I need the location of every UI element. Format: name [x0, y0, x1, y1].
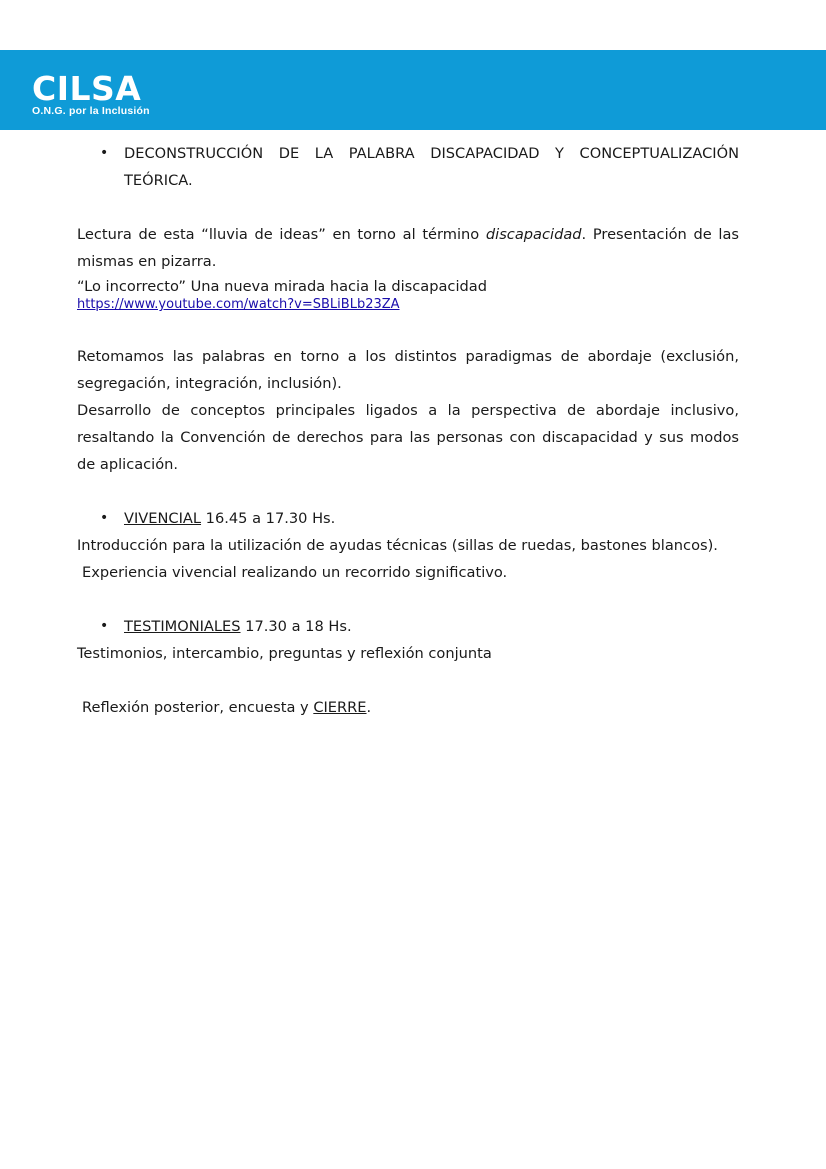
- closing-text-after: .: [366, 699, 372, 716]
- testimoniales-time: 17.30 a 18 Hs.: [240, 618, 352, 635]
- paragraph-ayudas-tecnicas: Introducción para la utilización de ayudas técnicas (sillas de ruedas, bastones blancos).: [77, 537, 718, 554]
- closing-text-before: Reflexión posterior, encuesta y: [82, 699, 314, 716]
- section-heading-deconstruccion: DECONSTRUCCIÓN DE LA PALABRA DISCAPACIDAD Y CONCEPTUALIZACIÓN TEÓRICA.: [124, 145, 739, 189]
- document-body: [77, 140, 739, 721]
- youtube-link[interactable]: https://www.youtube.com/watch?v=SBLiBLb23ZA: [77, 297, 400, 312]
- bullet-section-vivencial: [77, 505, 739, 532]
- bullet-dot-icon: •: [100, 145, 109, 161]
- section-heading-vivencial: [124, 505, 739, 532]
- paragraph-testimonios: Testimonios, intercambio, preguntas y reflexión conjunta: [77, 645, 492, 662]
- cilsa-logo: [32, 69, 150, 117]
- video-title: “Lo incorrecto” Una nueva mirada hacia la discapacidad: [77, 278, 487, 295]
- p1-text-after: . Presentación de las mismas en pizarra.: [77, 226, 739, 270]
- p1-emphasis: discapacidad: [485, 226, 582, 243]
- paragraph-experiencia: Experiencia vivencial realizando un recorrido significativo.: [82, 564, 508, 581]
- testimoniales-label: TESTIMONIALES: [124, 618, 241, 635]
- bullet-dot-icon: •: [100, 510, 109, 526]
- paragraph-cierre: [77, 694, 739, 721]
- paragraph-lluvia-ideas: [77, 221, 739, 275]
- p1-text-before: Lectura de esta “lluvia de ideas” en torno al término: [77, 226, 486, 243]
- header-band: [0, 50, 826, 130]
- paragraph-desarrollo: Desarrollo de conceptos principales ligados a la perspectiva de abordaje inclusivo, resaltando la Convención de derechos para las personas con discapacidad y sus modos de aplicación.: [77, 402, 739, 473]
- bullet-section-testimoniales: [77, 613, 739, 640]
- bullet-section-deconstruccion: [77, 140, 739, 194]
- vivencial-label: VIVENCIAL: [124, 510, 202, 527]
- vivencial-time: 16.45 a 17.30 Hs.: [201, 510, 336, 527]
- logo-tagline: O.N.G. por la Inclusión: [32, 105, 150, 117]
- bullet-dot-icon: •: [100, 618, 109, 634]
- closing-cierre: CIERRE: [313, 699, 367, 716]
- section-heading-testimoniales: [124, 613, 739, 640]
- logo-word: CILSA: [32, 69, 142, 108]
- paragraph-paradigmas: Retomamos las palabras en torno a los distintos paradigmas de abordaje (exclusión, segregación, integración, inclusión).: [77, 348, 739, 392]
